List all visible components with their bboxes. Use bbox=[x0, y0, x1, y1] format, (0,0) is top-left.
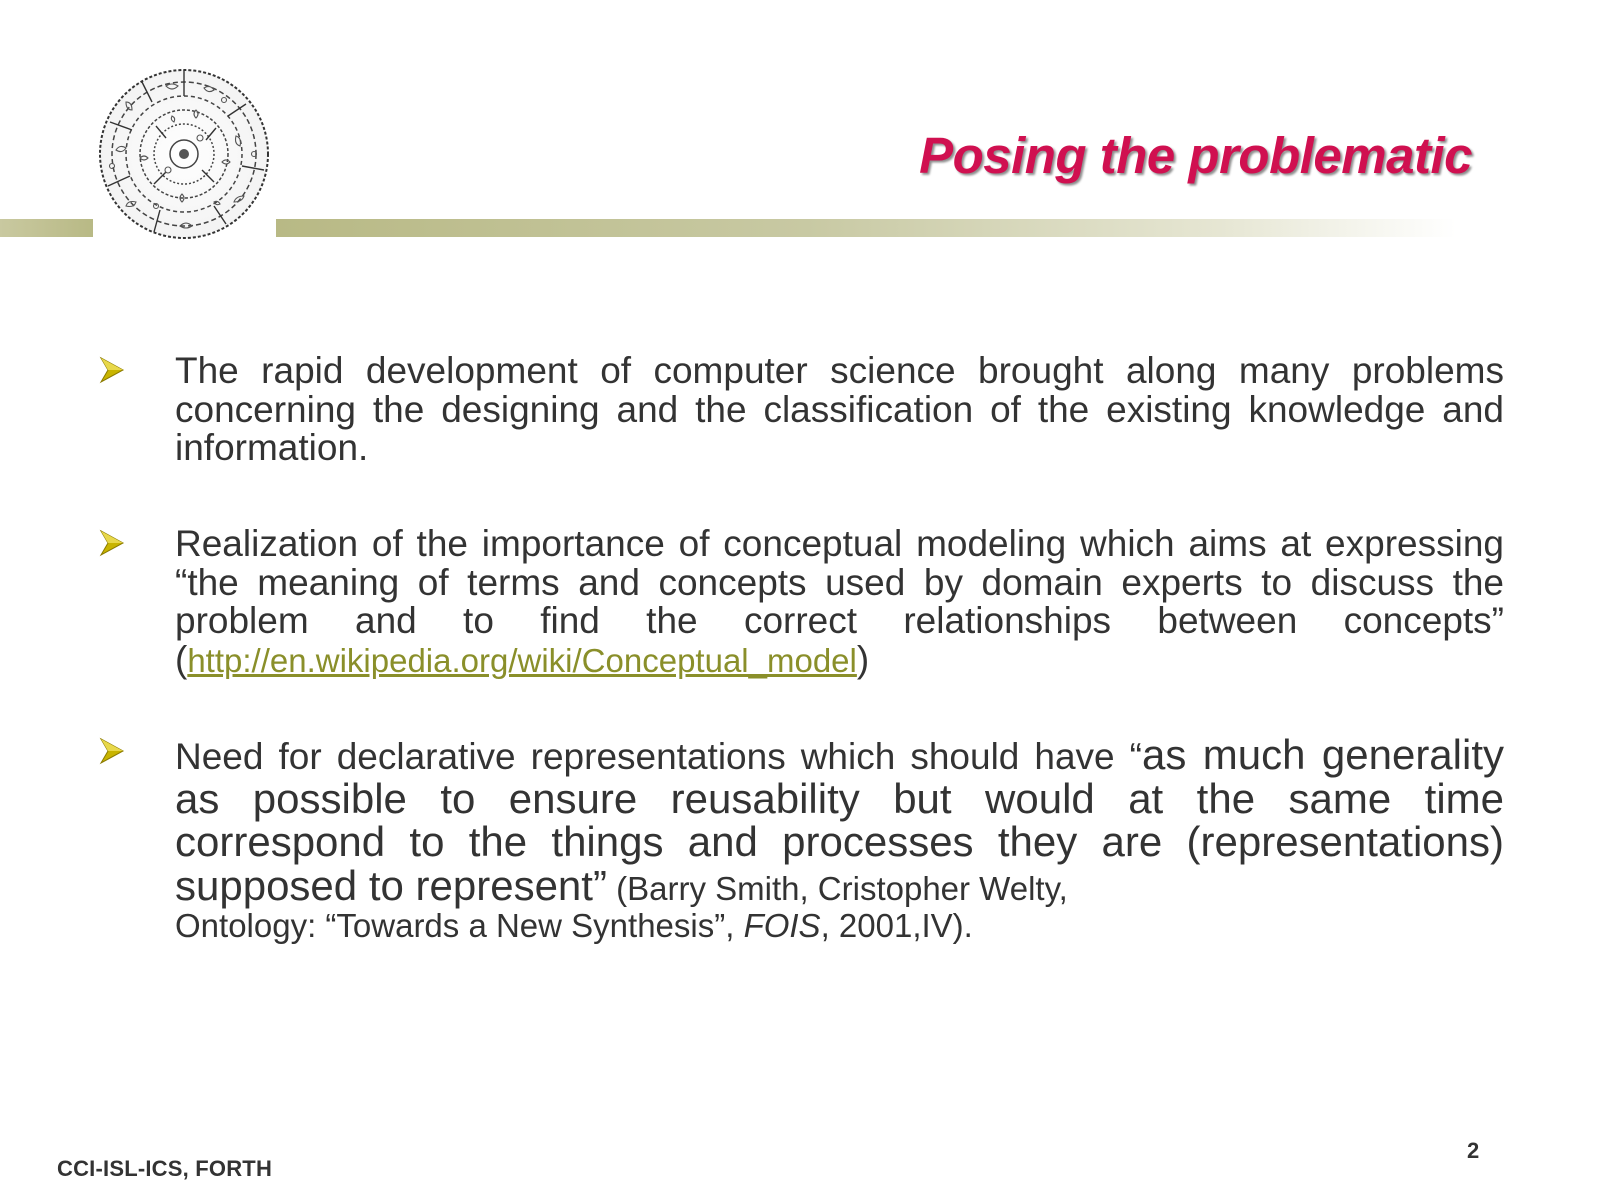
arrowhead-bullet-icon bbox=[99, 356, 125, 384]
page-number: 2 bbox=[1467, 1138, 1480, 1163]
bullet-text-part: Realization of the importance of conceptual modeling which aims at expressing “the meaning of terms and concepts used by domain experts to discuss the problem and to find the correct relationships between concepts” ( bbox=[175, 523, 1504, 680]
bullet-text bbox=[175, 525, 1504, 680]
citation-line bbox=[175, 908, 1504, 944]
bullet-item bbox=[96, 733, 1504, 944]
quote-text: as much generality as possible to ensure reusability but would at the same time correspond to the things and processes they are (representations) supposed to represent” bbox=[175, 731, 1504, 909]
phaistos-disc-logo bbox=[96, 66, 272, 242]
slide-title: Posing the problematic bbox=[919, 127, 1472, 184]
bullet-item bbox=[96, 352, 1504, 525]
citation-venue: FOIS bbox=[743, 907, 821, 944]
bullet-item bbox=[96, 525, 1504, 733]
header-rule-left bbox=[0, 219, 93, 237]
citation-text: Ontology: “Towards a New Synthesis”, bbox=[175, 907, 744, 944]
bullet-text bbox=[175, 733, 1504, 944]
citation-text: (Barry Smith, Cristopher Welty, bbox=[606, 869, 1068, 907]
wikipedia-link[interactable]: http://en.wikipedia.org/wiki/Conceptual_model bbox=[187, 641, 857, 679]
header-rule-right bbox=[276, 219, 1456, 237]
bullet-list bbox=[96, 352, 1504, 944]
arrowhead-bullet-icon bbox=[99, 529, 125, 557]
arrowhead-bullet-icon bbox=[99, 737, 125, 765]
bullet-text: The rapid development of computer science brought along many problems concerning the designing and the classification of the existing knowledge and information. bbox=[175, 350, 1504, 468]
footer-organization: CCI-ISL-ICS, FORTH bbox=[57, 1156, 273, 1181]
bullet-text-part: ) bbox=[856, 638, 870, 680]
citation-text: , 2001,IV). bbox=[820, 907, 973, 944]
bullet-text-part: Need for declarative representations which should have “ bbox=[175, 736, 1142, 777]
